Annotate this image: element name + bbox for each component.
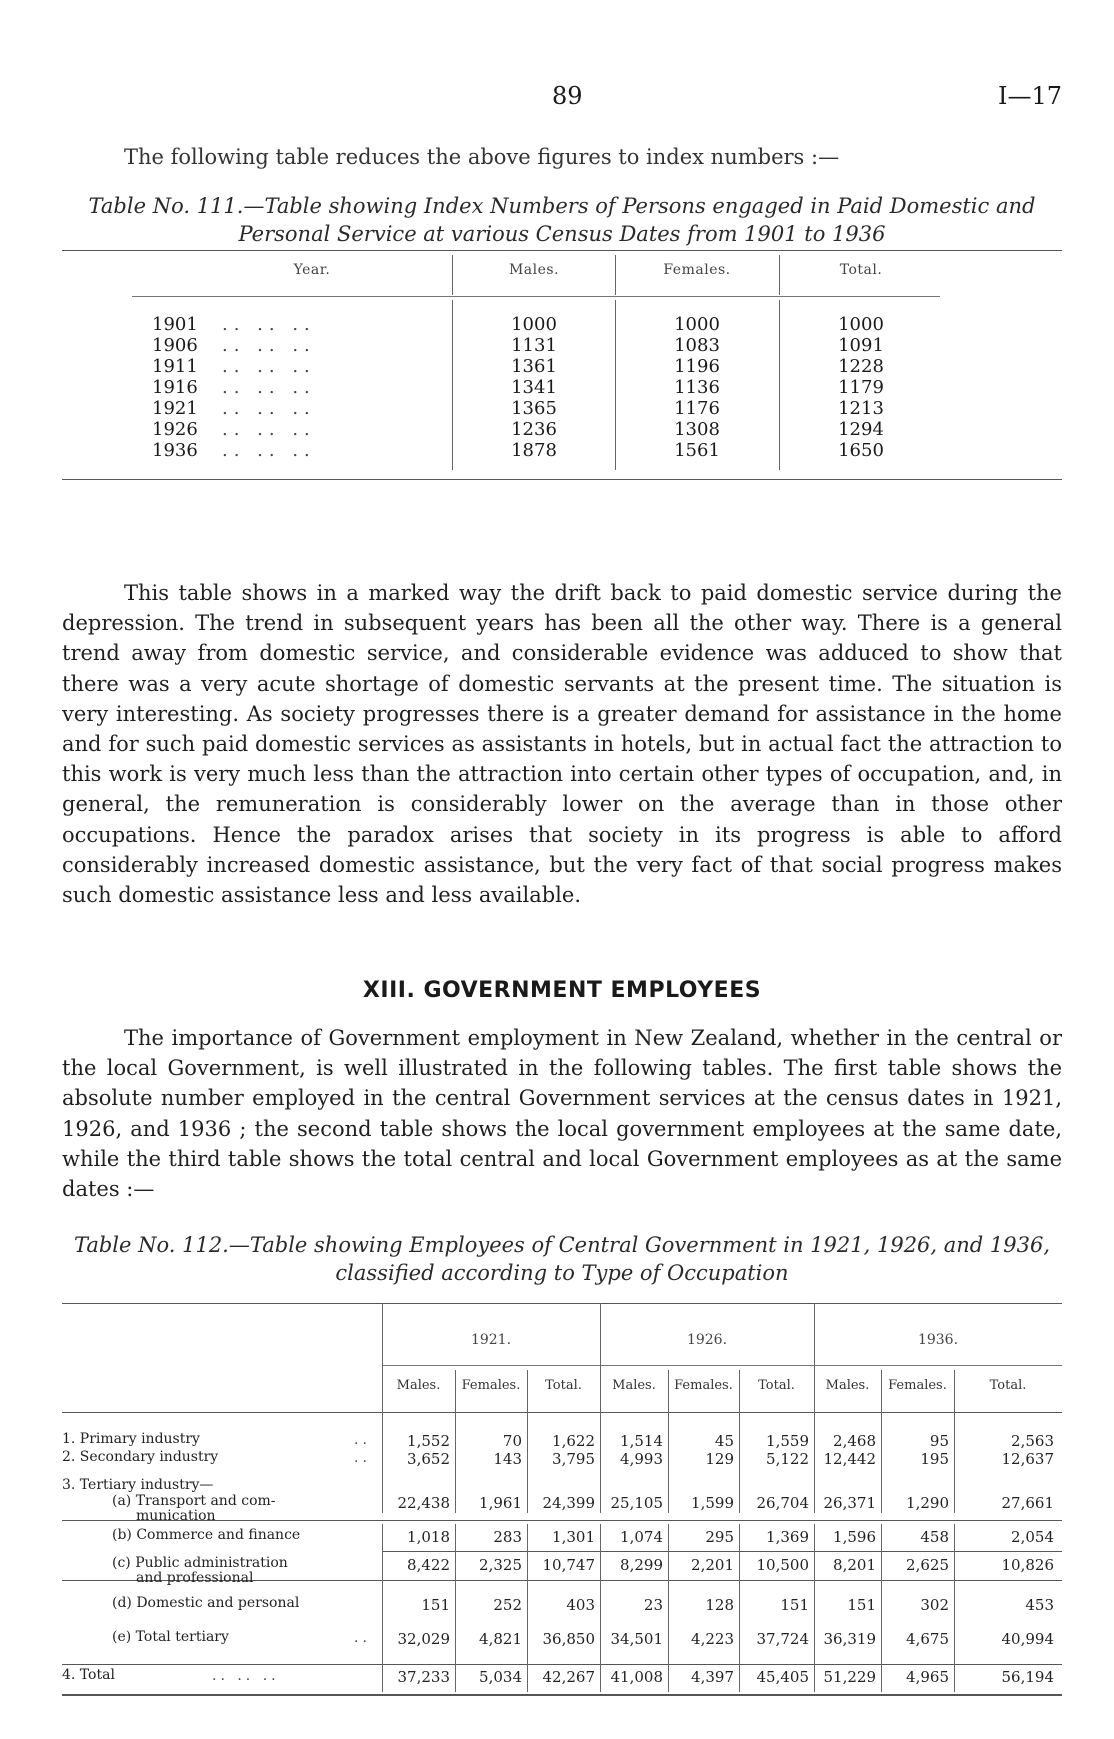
section-title: XIII. GOVERNMENT EMPLOYEES <box>362 978 762 1003</box>
value-cell: 2,468 <box>833 1432 876 1450</box>
row-label-transport <box>112 1494 276 1524</box>
row-label-line-2: and professional <box>136 1570 254 1586</box>
document-reference: I—17 <box>997 82 1062 110</box>
value-cell: 143 <box>493 1450 522 1468</box>
table-rule <box>62 250 1062 251</box>
value-cell: 5,034 <box>479 1668 522 1686</box>
subheader-total: Total. <box>545 1378 582 1393</box>
subheader-females: Females. <box>888 1378 947 1393</box>
value-cell: 458 <box>920 1528 949 1546</box>
females-cell: 1000 <box>674 314 720 335</box>
value-cell: 8,422 <box>407 1556 450 1574</box>
subheader-males: Males. <box>825 1378 870 1393</box>
females-cell: 1176 <box>674 398 720 419</box>
value-cell: 8,299 <box>620 1556 663 1574</box>
value-cell: 1,622 <box>552 1432 595 1450</box>
females-cell: 1083 <box>674 335 720 356</box>
value-cell: 8,201 <box>833 1556 876 1574</box>
leader-dots: .. <box>354 1432 371 1448</box>
value-cell: 4,821 <box>479 1630 522 1648</box>
value-cell: 34,501 <box>610 1630 663 1648</box>
leader-dots: .. .. .. <box>212 1668 280 1684</box>
leader-dots: .. <box>354 1450 371 1466</box>
value-cell: 1,559 <box>766 1432 809 1450</box>
column-header-males: Males. <box>508 262 560 278</box>
year-header-1921: 1921. <box>470 1332 512 1348</box>
subheader-males: Males. <box>612 1378 656 1393</box>
value-cell: 1,552 <box>407 1432 450 1450</box>
value-cell: 10,747 <box>542 1556 595 1574</box>
value-cell: 45,405 <box>756 1668 809 1686</box>
females-cell: 1136 <box>674 377 720 398</box>
value-cell: 302 <box>920 1596 949 1614</box>
column-divider <box>615 255 616 295</box>
value-cell: 128 <box>705 1596 734 1614</box>
year-cell: 1936 <box>152 440 198 461</box>
table-112-caption <box>62 1231 1062 1287</box>
value-cell: 26,371 <box>823 1494 876 1512</box>
value-cell: 1,018 <box>407 1528 450 1546</box>
year-cell: 1916 <box>152 377 198 398</box>
year-header-rule <box>382 1365 1062 1366</box>
value-cell: 4,965 <box>906 1668 949 1686</box>
table-row <box>62 440 1062 464</box>
paragraph-domestic-service: This table shows in a marked way the drift back to paid domestic service during the depression. The trend in subsequent years has been all the other way. There is a general trend away from domestic service, and considerable evidence was adduced to show that there was a very acute shortage of domestic servants at the present time. The situation is very interesting. As society progresses there is a greater demand for assistance in the home and for such paid domestic services as assistants in hotels, but in actual fact the attraction to this work is very much less than the attraction into certain other types of occupation, and, in general, the remuneration is considerably lower on the average than in those other occupations. Hence the paradox arises that society in its progress is able to afford considerably increased domestic assistance, but the very fact of that social progress makes such domestic assistance less and less available. <box>62 581 1062 908</box>
subheader-females: Females. <box>461 1378 521 1393</box>
row-label-total-tertiary: (e) Total tertiary <box>112 1629 229 1645</box>
value-cell: 2,325 <box>479 1556 522 1574</box>
total-cell: 1179 <box>838 377 884 398</box>
column-header-year: Year. <box>293 262 331 278</box>
value-cell: 4,223 <box>691 1630 734 1648</box>
table-112-caption-line-2: classified according to Type of Occupation <box>335 1261 789 1285</box>
value-cell: 3,795 <box>552 1450 595 1468</box>
total-cell: 1213 <box>838 398 884 419</box>
year-header-1926: 1926. <box>686 1332 728 1348</box>
males-cell: 1236 <box>511 419 557 440</box>
value-cell: 23 <box>643 1596 663 1614</box>
value-cell: 151 <box>421 1596 450 1614</box>
subheader-total: Total. <box>758 1378 795 1393</box>
value-cell: 295 <box>705 1528 734 1546</box>
row-label-line-2: munication <box>136 1508 216 1524</box>
value-cell: 1,596 <box>833 1528 876 1546</box>
row-label-tertiary-industry: 3. Tertiary industry— <box>62 1477 214 1493</box>
value-cell: 42,267 <box>542 1668 595 1686</box>
value-cell: 24,399 <box>542 1494 595 1512</box>
row-label-line-1: (c) Public administration <box>112 1555 288 1571</box>
value-cell: 2,054 <box>1011 1528 1054 1546</box>
total-cell: 1091 <box>838 335 884 356</box>
table-rule <box>382 1551 1062 1552</box>
subheader-females: Females. <box>674 1378 733 1393</box>
year-header-1936: 1936. <box>917 1332 959 1348</box>
row-label-line-1: (a) Transport and com- <box>112 1493 276 1509</box>
leader-dots: .. .. .. <box>222 314 316 335</box>
row-label-commerce: (b) Commerce and finance <box>112 1527 301 1543</box>
value-cell: 1,961 <box>479 1494 522 1512</box>
value-cell: 36,319 <box>823 1630 876 1648</box>
leader-dots: .. .. .. <box>222 335 316 356</box>
value-cell: 5,122 <box>766 1450 809 1468</box>
males-cell: 1131 <box>511 335 557 356</box>
value-cell: 4,397 <box>691 1668 734 1686</box>
table-111-caption-line-2: Personal Service at various Census Dates from 1901 to 1936 <box>238 222 886 246</box>
total-cell: 1294 <box>838 419 884 440</box>
females-cell: 1308 <box>674 419 720 440</box>
document-page <box>62 0 1062 1739</box>
value-cell: 1,301 <box>552 1528 595 1546</box>
value-cell: 4,675 <box>906 1630 949 1648</box>
value-cell: 453 <box>1025 1596 1054 1614</box>
value-cell: 12,442 <box>823 1450 876 1468</box>
table-111-caption-line-1: Table No. 111.—Table showing Index Numbers of Persons engaged in Paid Domestic and <box>88 194 1036 218</box>
table-header-rule <box>132 296 940 297</box>
table-112-caption-line-1: Table No. 112.—Table showing Employees of Central Government in 1921, 1926, and 1936, <box>73 1233 1051 1257</box>
table-header-rule <box>62 1412 1062 1413</box>
year-cell: 1901 <box>152 314 198 335</box>
value-cell: 151 <box>780 1596 809 1614</box>
males-cell: 1341 <box>511 377 557 398</box>
value-cell: 41,008 <box>610 1668 663 1686</box>
females-cell: 1196 <box>674 356 720 377</box>
males-cell: 1365 <box>511 398 557 419</box>
leader-dots: .. .. .. <box>222 356 316 377</box>
year-cell: 1911 <box>152 356 198 377</box>
total-cell: 1228 <box>838 356 884 377</box>
value-cell: 22,438 <box>397 1494 450 1512</box>
value-cell: 40,994 <box>1001 1630 1054 1648</box>
leader-dots: .. .. .. <box>222 398 316 419</box>
males-cell: 1878 <box>511 440 557 461</box>
value-cell: 283 <box>493 1528 522 1546</box>
table-bottom-rule <box>62 1694 1062 1696</box>
column-divider <box>452 255 453 295</box>
table-111-caption <box>62 192 1062 248</box>
row-label-domestic-personal: (d) Domestic and personal <box>112 1595 300 1611</box>
value-cell: 51,229 <box>823 1668 876 1686</box>
leader-dots: .. <box>354 1630 371 1646</box>
column-divider <box>779 255 780 295</box>
year-cell: 1921 <box>152 398 198 419</box>
value-cell: 37,724 <box>756 1630 809 1648</box>
table-rule <box>62 1303 1062 1304</box>
value-cell: 151 <box>847 1596 876 1614</box>
row-label-secondary-industry: 2. Secondary industry <box>62 1449 219 1465</box>
column-header-females: Females. <box>663 262 731 278</box>
year-cell: 1926 <box>152 419 198 440</box>
value-cell: 2,563 <box>1011 1432 1054 1450</box>
value-cell: 36,850 <box>542 1630 595 1648</box>
row-label-public-administration <box>112 1556 288 1586</box>
leader-dots: .. .. .. <box>222 377 316 398</box>
males-cell: 1361 <box>511 356 557 377</box>
value-cell: 56,194 <box>1001 1668 1054 1686</box>
value-cell: 10,826 <box>1001 1556 1054 1574</box>
value-cell: 1,074 <box>620 1528 663 1546</box>
value-cell: 1,290 <box>906 1494 949 1512</box>
total-cell: 1000 <box>838 314 884 335</box>
table-rule <box>62 479 1062 480</box>
subheader-total: Total. <box>989 1378 1027 1393</box>
value-cell: 32,029 <box>397 1630 450 1648</box>
value-cell: 3,652 <box>407 1450 450 1468</box>
females-cell: 1561 <box>674 440 720 461</box>
value-cell: 1,599 <box>691 1494 734 1512</box>
value-cell: 252 <box>493 1596 522 1614</box>
value-cell: 1,514 <box>620 1432 663 1450</box>
row-label-primary-industry: 1. Primary industry <box>62 1431 200 1447</box>
value-cell: 25,105 <box>610 1494 663 1512</box>
value-cell: 37,233 <box>397 1668 450 1686</box>
males-cell: 1000 <box>511 314 557 335</box>
value-cell: 95 <box>929 1432 949 1450</box>
total-cell: 1650 <box>838 440 884 461</box>
table-rule <box>62 1664 1062 1665</box>
leader-dots: .. .. .. <box>222 440 316 461</box>
value-cell: 2,201 <box>691 1556 734 1574</box>
value-cell: 27,661 <box>1001 1494 1054 1512</box>
value-cell: 403 <box>566 1596 595 1614</box>
value-cell: 12,637 <box>1001 1450 1054 1468</box>
page-number: 89 <box>552 82 583 110</box>
intro-text: The following table reduces the above figures to index numbers :— <box>124 145 840 169</box>
value-cell: 195 <box>920 1450 949 1468</box>
row-label-total: 4. Total <box>62 1667 115 1683</box>
value-cell: 1,369 <box>766 1528 809 1546</box>
value-cell: 2,625 <box>906 1556 949 1574</box>
value-cell: 129 <box>705 1450 734 1468</box>
column-header-total: Total. <box>839 262 883 278</box>
value-cell: 10,500 <box>756 1556 809 1574</box>
leader-dots: .. .. .. <box>222 419 316 440</box>
value-cell: 70 <box>502 1432 522 1450</box>
subheader-males: Males. <box>396 1378 441 1393</box>
year-cell: 1906 <box>152 335 198 356</box>
value-cell: 45 <box>714 1432 734 1450</box>
paragraph-government-employment: The importance of Government employment in New Zealand, whether in the central or the local Government, is well illustrated in the following tables. The first table shows the absolute number employed in the central Government services at the census dates in 1921, 1926, and 1936 ; the second table shows the local government employees at the same date, while the third table shows the total central and local Government employees as at the same dates :— <box>62 1026 1062 1202</box>
value-cell: 26,704 <box>756 1494 809 1512</box>
value-cell: 4,993 <box>620 1450 663 1468</box>
